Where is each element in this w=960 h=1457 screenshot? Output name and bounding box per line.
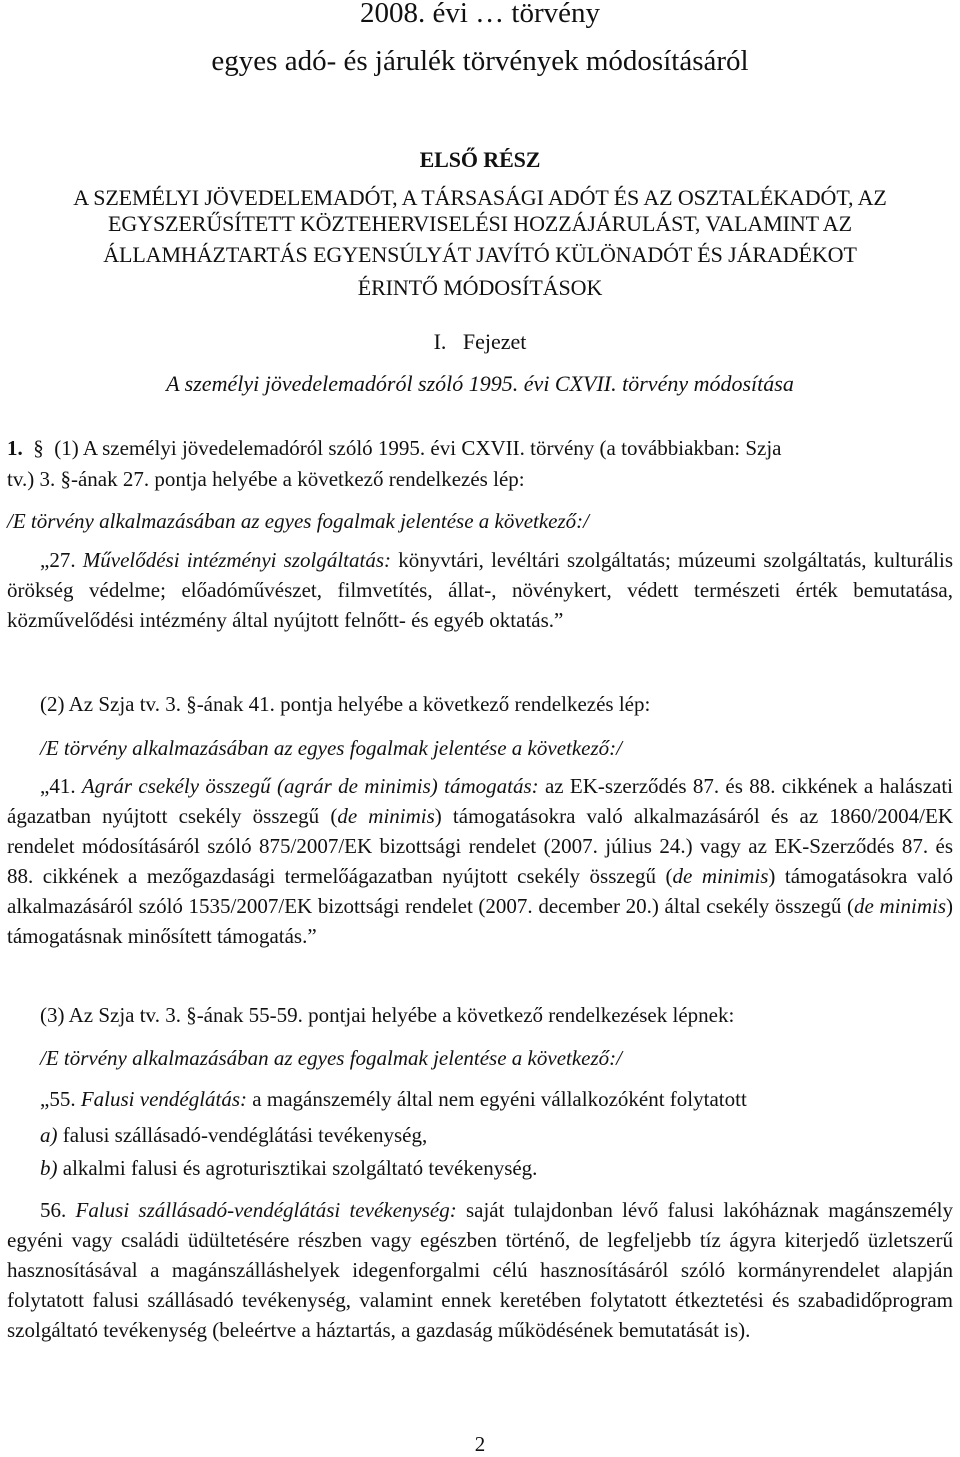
section-1-line-2: tv.) 3. §-ának 27. pontja helyébe a következő rendelkezés lép: [7, 467, 525, 491]
definition-27-text: könyvtári, levéltári szolgáltatás; múzeumi szolgáltatás, kulturális örökség védelme; előadóművészet, filmvetítés, állat-, növénykert, védett természeti érték bemutatása, közművelődési intézmény által nyújtott felnőtt- és egyéb oktatás.” [7, 548, 954, 632]
definition-41-text-d: ) támogatásnak minősített támogatás.” [7, 894, 954, 948]
context-note-2: /E törvény alkalmazásában az egyes fogalmak jelentése a következő:/ [40, 736, 622, 760]
paragraph-1-text: (1) A személyi jövedelemadóról szóló 1995. évi CXVII. törvény (a továbbiakban: Szja [54, 436, 782, 460]
part-heading-line-2: EGYSZERŰSÍTETT KÖZTEHERVISELÉSI HOZZÁJÁRULÁST, VALAMINT AZ [108, 211, 852, 236]
definition-56-number: 56. [40, 1198, 67, 1222]
list-item-b-label: b) [40, 1156, 58, 1180]
definition-55 [40, 1089, 747, 1110]
definition-41-italic-1: de minimis [337, 804, 435, 828]
definition-41-italic-2: de minimis [672, 864, 769, 888]
section-number: 1. [7, 436, 23, 460]
definition-41 [7, 771, 953, 951]
definition-27-number: „27. [40, 548, 76, 572]
definition-41-term: Agrár csekély összegű (agrár de minimis) támogatás: [81, 774, 539, 798]
definition-55-text: a magánszemély által nem egyéni vállalkozóként folytatott [252, 1087, 747, 1111]
list-item-b-text: alkalmi falusi és agroturisztikai szolgáltató tevékenység. [62, 1156, 538, 1180]
definition-55-term: Falusi vendéglátás: [80, 1087, 248, 1111]
definition-41-text-a: az EK-szerződés 87. és 88. cikkének a halászati ágazatban nyújtott csekély összegű ( [7, 774, 954, 828]
law-title: 2008. évi … törvény [359, 0, 600, 29]
definition-27-term: Művelődési intézményi szolgáltatás: [82, 548, 392, 572]
definition-56-text: saját tulajdonban lévő falusi lakóháznak magánszemély egyéni vagy családi üdültetésére részben vagy egészben történő, de legfeljebb tíz ágyra kiterjedő üzletszerű hasznosításával a magánszálláshelyek idegenforgalmi célú hasznosításáról szóló kormányrendelet alapján folytatott falusi szállásadó tevékenység, valamint ennek keretében folytatott étkeztetési és szabadidőprogram szolgáltató tevékenység (beleértve a háztartás, a gazdaság működésének bemutatását is). [7, 1198, 954, 1342]
definition-27 [7, 545, 953, 635]
part-heading-line-1: A SZEMÉLYI JÖVEDELEMADÓT, A TÁRSASÁGI ADÓT ÉS AZ OSZTALÉKADÓT, AZ [73, 185, 887, 210]
chapter-number: I. [433, 329, 447, 354]
part-heading-line-3: ÁLLAMHÁZTARTÁS EGYENSÚLYÁT JAVÍTÓ KÜLÖNADÓT ÉS JÁRADÉKOT [103, 242, 857, 267]
part-label: ELSŐ RÉSZ [419, 147, 541, 172]
definition-41-italic-3: de minimis [854, 894, 947, 918]
definition-41-number: „41. [40, 774, 76, 798]
context-note-1: /E törvény alkalmazásában az egyes fogalmak jelentése a következő:/ [7, 509, 589, 533]
list-item-a [40, 1125, 427, 1146]
law-subtitle: egyes adó- és járulék törvények módosításáról [211, 45, 749, 77]
chapter-subtitle: A személyi jövedelemadóról szóló 1995. évi CXVII. törvény módosítása [166, 371, 794, 396]
chapter-label: Fejezet [462, 329, 527, 354]
context-note-3: /E törvény alkalmazásában az egyes fogalmak jelentése a következő:/ [40, 1046, 622, 1070]
list-item-a-text: falusi szállásadó-vendéglátási tevékenység, [62, 1123, 428, 1147]
definition-41-text-c: ) támogatásokra való alkalmazásáról szóló 1535/2007/EK bizottsági rendelet (2007. december 20.) által csekély összegű ( [7, 864, 954, 918]
definition-41-text-b: ) támogatásokra való alkalmazásáról és az 1860/2004/EK rendelet módosításáról szóló 875/2007/EK bizottsági rendelet (2007. július 24.) vagy az EK-Szerződés 87. és 88. cikkének a mezőgazdasági termelőágazatban nyújtott csekély összegű ( [7, 804, 954, 888]
definition-55-number: „55. [40, 1087, 76, 1111]
definition-56-term: Falusi szállásadó-vendéglátási tevékenység: [75, 1198, 457, 1222]
list-item-b [40, 1158, 537, 1179]
paragraph-2: (2) Az Szja tv. 3. §-ának 41. pontja helyébe a következő rendelkezés lép: [40, 692, 651, 716]
paragraph-3: (3) Az Szja tv. 3. §-ának 55-59. pontjai helyébe a következő rendelkezések lépnek: [40, 1003, 735, 1027]
chapter-heading [0, 331, 960, 353]
section-sign: § [33, 436, 44, 460]
list-item-a-label: a) [40, 1123, 58, 1147]
section-1-line-1 [7, 438, 781, 459]
part-heading-line-4: ÉRINTŐ MÓDOSÍTÁSOK [357, 275, 603, 300]
page-number: 2 [474, 1432, 486, 1456]
definition-56 [7, 1195, 953, 1345]
